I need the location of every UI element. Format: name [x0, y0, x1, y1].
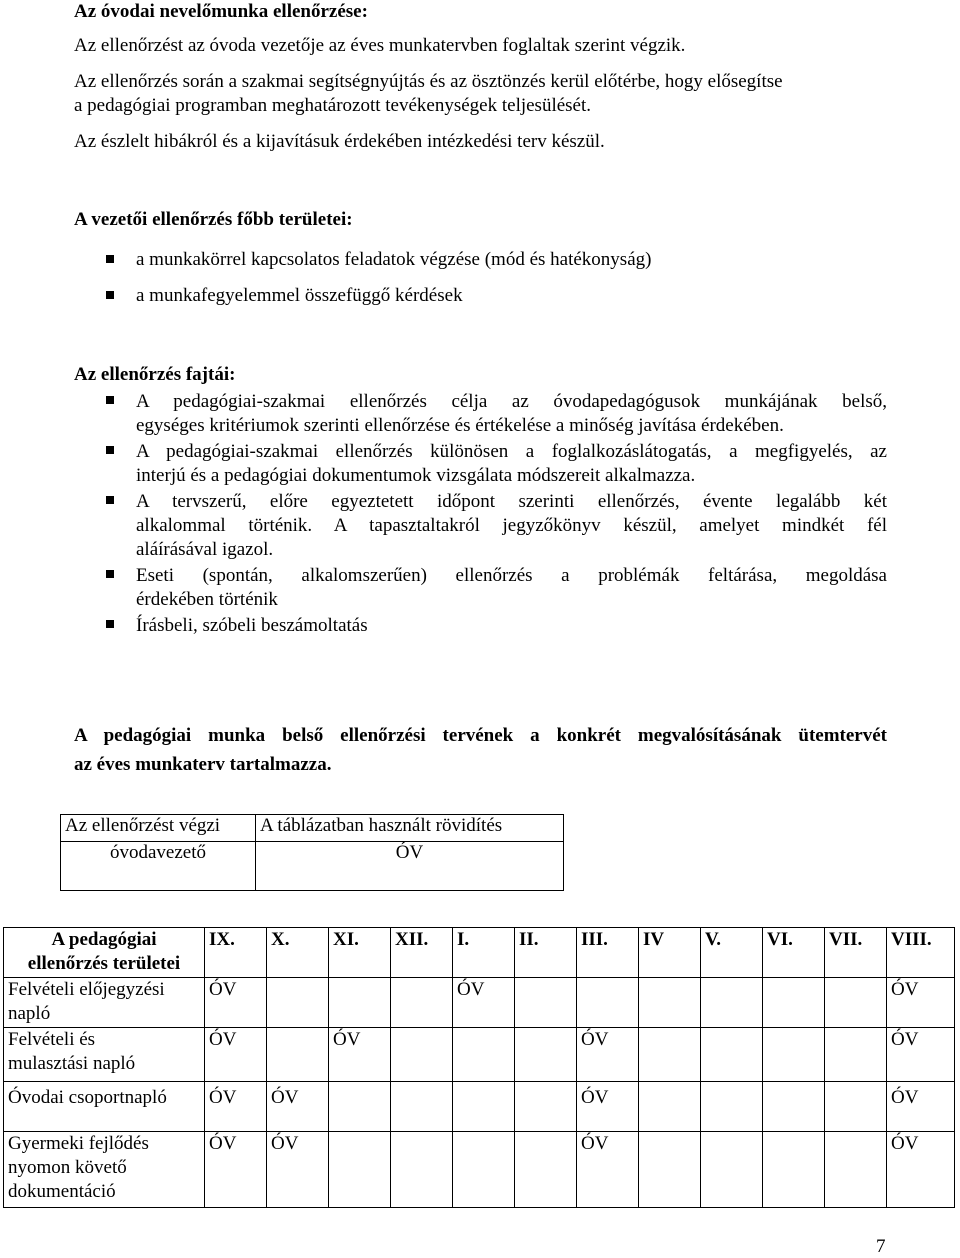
row-label: [4, 978, 205, 1028]
table-cell: [763, 1028, 825, 1082]
bullet-icon: [106, 570, 114, 578]
list-item: a munkafegyelemmel összefüggő kérdések: [136, 285, 463, 306]
bullet-icon: [106, 255, 114, 263]
table-cell: [391, 1028, 453, 1082]
row-label-line: Gyermeki fejlődés: [8, 1133, 149, 1154]
list-item: aláírásával igazol.: [136, 539, 274, 560]
table-header-cell: Az ellenőrzést végzi: [61, 815, 256, 842]
table-cell: ÓV: [577, 1028, 639, 1082]
table-cell: [825, 1082, 887, 1132]
table-cell: [825, 1132, 887, 1208]
table-row: [4, 978, 955, 1028]
table-cell: [329, 1082, 391, 1132]
list-item: A pedagógiai-szakmai ellenőrzés különösen a foglalkozáslátogatás, a megfigyelés, az: [136, 441, 887, 462]
table-cell: ÓV: [205, 978, 267, 1028]
list-item: egységes kritériumok szerinti ellenőrzése és értékelése a minőség javítása érdekében.: [136, 415, 784, 436]
table-cell: [763, 1082, 825, 1132]
month-header: I.: [453, 928, 515, 978]
table-cell: [701, 1028, 763, 1082]
table-cell: [763, 978, 825, 1028]
table-cell: [515, 1132, 577, 1208]
month-header: II.: [515, 928, 577, 978]
table-cell: ÓV: [256, 842, 564, 891]
table-cell: ÓV: [267, 1132, 329, 1208]
table-cell: ÓV: [887, 978, 955, 1028]
table-cell: [391, 1132, 453, 1208]
table-cell: ÓV: [205, 1082, 267, 1132]
table-cell: [763, 1132, 825, 1208]
paragraph: Az ellenőrzést az óvoda vezetője az éves munkatervben foglaltak szerint végzik.: [74, 35, 686, 56]
table-cell: [701, 978, 763, 1028]
row-label-line: mulasztási napló: [8, 1053, 136, 1074]
table-cell: ÓV: [205, 1028, 267, 1082]
schedule-table: [3, 927, 955, 1208]
table-row: [4, 1082, 955, 1132]
table-cell: ÓV: [267, 1082, 329, 1132]
table-cell: [329, 1132, 391, 1208]
list-item: érdekében történik: [136, 589, 278, 610]
header-area-line: ellenőrzés területei: [27, 953, 181, 974]
table-cell: [639, 978, 701, 1028]
plan-statement: az éves munkaterv tartalmazza.: [74, 754, 332, 775]
table-cell: [453, 1082, 515, 1132]
row-label-line: Felvételi előjegyzési: [8, 979, 165, 1000]
table-header-cell: [4, 928, 205, 978]
table-cell: [267, 978, 329, 1028]
table-cell: ÓV: [329, 1028, 391, 1082]
executor-table: [60, 814, 564, 891]
heading-nevelomunka: Az óvodai nevelőmunka ellenőrzése:: [74, 1, 368, 22]
table-cell: [391, 978, 453, 1028]
row-label-line: Felvételi és: [8, 1029, 96, 1050]
month-header: VI.: [763, 928, 825, 978]
table-cell: ÓV: [205, 1132, 267, 1208]
table-cell: [515, 1082, 577, 1132]
heading-vezetoi-ellenorzes: A vezetői ellenőrzés főbb területei:: [74, 209, 353, 230]
list-item: Eseti (spontán, alkalomszerűen) ellenőrzés a problémák feltárása, megoldása: [136, 565, 887, 586]
table-cell: [391, 1082, 453, 1132]
table-cell: ÓV: [453, 978, 515, 1028]
table-cell: [825, 1028, 887, 1082]
table-cell: ÓV: [577, 1082, 639, 1132]
paragraph: Az ellenőrzés során a szakmai segítségnyújtás és az ösztönzés kerül előtérbe, hogy elősegítse: [74, 71, 783, 92]
row-label-line: napló: [8, 1003, 51, 1024]
table-cell: [577, 978, 639, 1028]
table-header-cell: A táblázatban használt rövidítés: [256, 815, 564, 842]
paragraph: a pedagógiai programban meghatározott tevékenységek teljesülését.: [74, 95, 592, 116]
month-header: X.: [267, 928, 329, 978]
table-cell: [701, 1132, 763, 1208]
table-cell: [515, 1028, 577, 1082]
bullet-icon: [106, 396, 114, 404]
row-label: [4, 1028, 205, 1082]
bullet-icon: [106, 620, 114, 628]
row-label-line: dokumentáció: [8, 1181, 116, 1202]
row-label: [4, 1132, 205, 1208]
plan-statement: A pedagógiai munka belső ellenőrzési tervének a konkrét megvalósításának ütemtervét: [74, 725, 887, 746]
table-cell: ÓV: [887, 1028, 955, 1082]
paragraph: Az észlelt hibákról és a kijavításuk érdekében intézkedési terv készül.: [74, 131, 605, 152]
list-item: Írásbeli, szóbeli beszámoltatás: [136, 615, 368, 636]
month-header: XII.: [391, 928, 453, 978]
table-cell: ÓV: [887, 1132, 955, 1208]
list-item: interjú és a pedagógiai dokumentumok vizsgálata módszereit alkalmazza.: [136, 465, 696, 486]
month-header: III.: [577, 928, 639, 978]
month-header: XI.: [329, 928, 391, 978]
list-item: alkalommal történik. A tapasztaltakról jegyzőkönyv készül, amelyet mindkét fél: [136, 515, 887, 536]
list-item: A pedagógiai-szakmai ellenőrzés célja az óvodapedagógusok munkájának belső,: [136, 391, 887, 412]
table-cell: óvodavezető: [61, 842, 256, 891]
heading-ellenorzes-fajtai: Az ellenőrzés fajtái:: [74, 364, 236, 385]
bullet-icon: [106, 291, 114, 299]
table-cell: ÓV: [577, 1132, 639, 1208]
bullet-icon: [106, 496, 114, 504]
list-item: A tervszerű, előre egyeztetett időpont szerinti ellenőrzés, évente legalább két: [136, 491, 887, 512]
table-cell: [701, 1082, 763, 1132]
row-label: Óvodai csoportnapló: [4, 1082, 205, 1132]
table-cell: [453, 1028, 515, 1082]
table-cell: [639, 1132, 701, 1208]
table-cell: ÓV: [887, 1082, 955, 1132]
list-item: a munkakörrel kapcsolatos feladatok végzése (mód és hatékonyság): [136, 249, 652, 270]
table-cell: [825, 978, 887, 1028]
month-header: IX.: [205, 928, 267, 978]
table-cell: [453, 1132, 515, 1208]
month-header: VII.: [825, 928, 887, 978]
row-label-line: nyomon követő: [8, 1157, 127, 1178]
table-row: [4, 1028, 955, 1082]
table-cell: [329, 978, 391, 1028]
table-cell: [639, 1082, 701, 1132]
header-area-line: A pedagógiai: [51, 929, 157, 950]
table-cell: [267, 1028, 329, 1082]
table-row: [4, 1132, 955, 1208]
bullet-icon: [106, 446, 114, 454]
month-header: V.: [701, 928, 763, 978]
page-number: 7: [876, 1236, 886, 1257]
month-header: VIII.: [887, 928, 955, 978]
month-header: IV: [639, 928, 701, 978]
table-cell: [639, 1028, 701, 1082]
table-cell: [515, 978, 577, 1028]
